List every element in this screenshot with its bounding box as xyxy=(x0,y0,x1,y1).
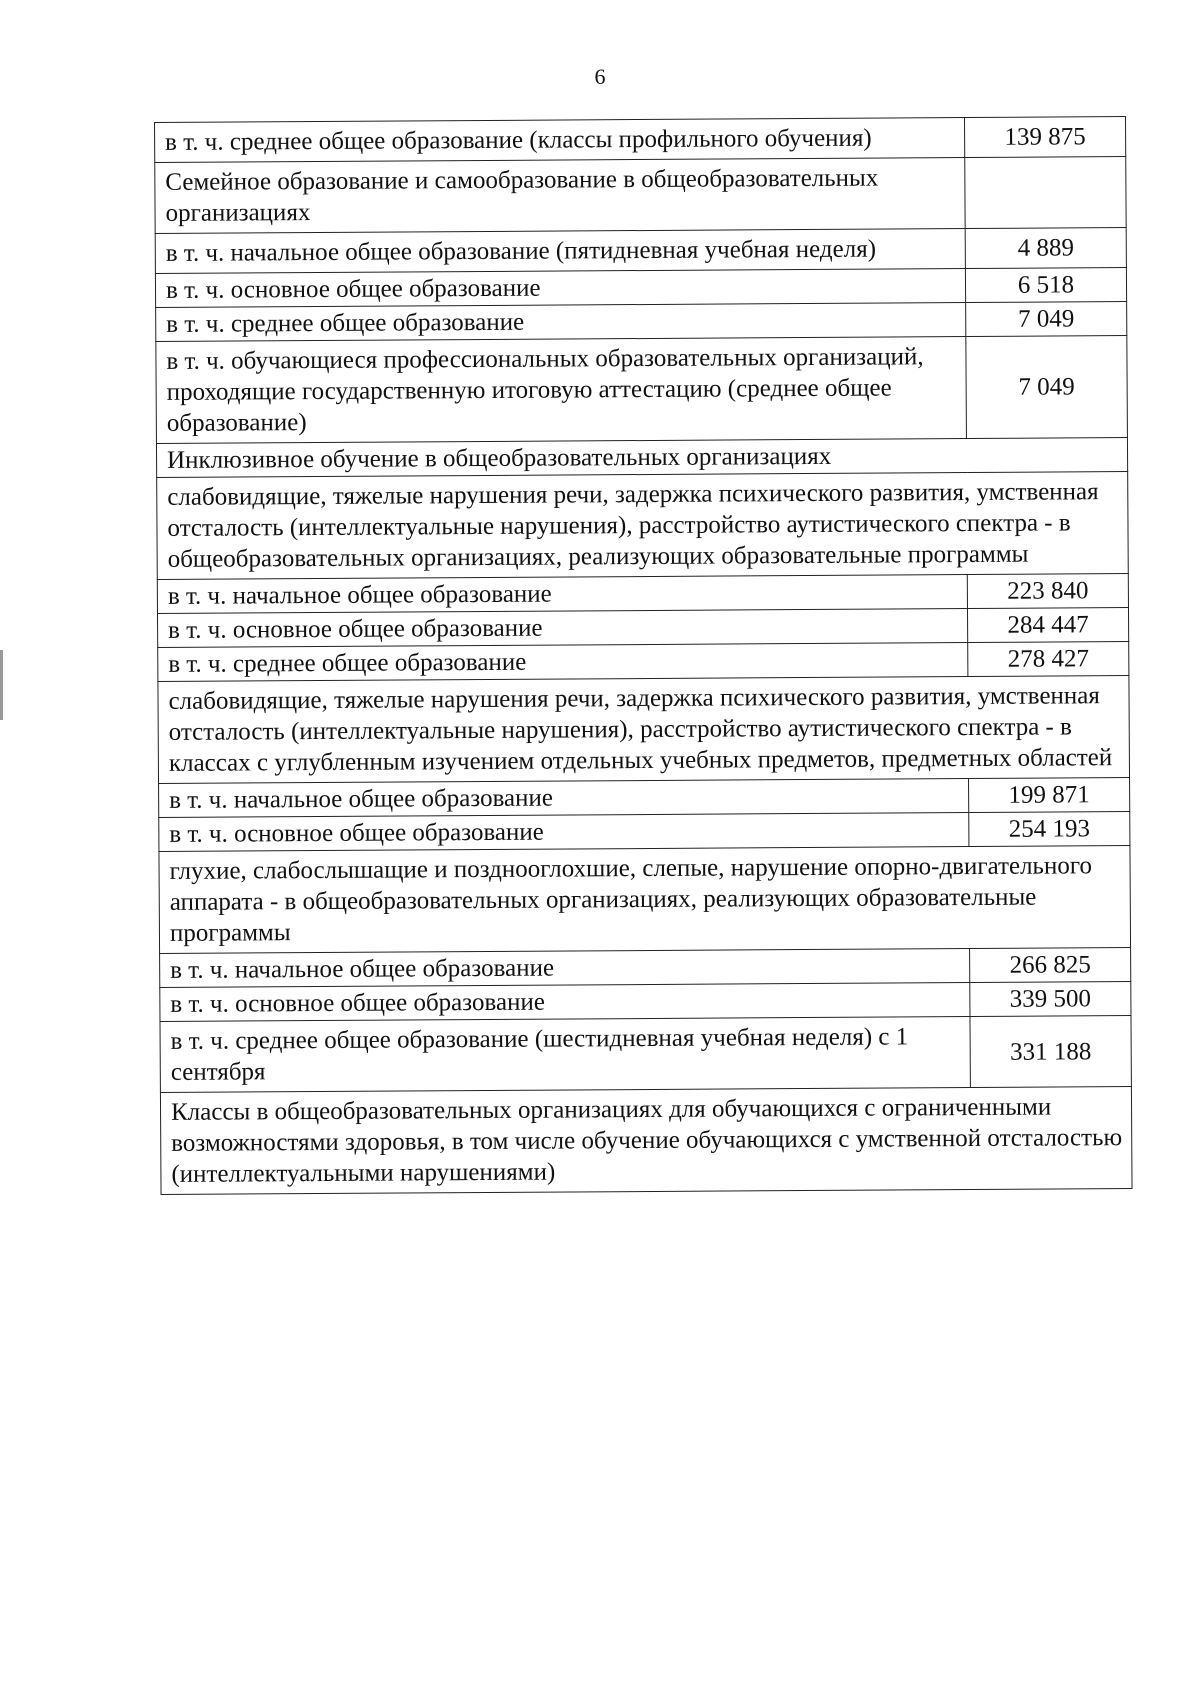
row-label: в т. ч. начальное общее образование (пятидневная учебная неделя) xyxy=(155,229,965,274)
section-header: глухие, слабослышащие и позднооглохшие, слепые, нарушение опорно-двигательного аппарата - в общеобразовательных организациях, реализующих образовательные программы xyxy=(159,846,1131,954)
row-label: в т. ч. начальное общее образование xyxy=(159,779,969,818)
row-label: в т. ч. основное общее образование xyxy=(155,269,965,308)
row-label: в т. ч. основное общее образование xyxy=(159,813,969,852)
row-value xyxy=(965,157,1126,229)
row-label: в т. ч. среднее общее образование (шестидневная учебная неделя) с 1 сентября xyxy=(160,1017,970,1093)
section-header-row xyxy=(159,846,1131,954)
row-label: в т. ч. основное общее образование xyxy=(158,609,968,648)
scan-edge-mark xyxy=(0,650,3,720)
row-label: Семейное образование и самообразование в общеобразовательных организациях xyxy=(155,158,965,234)
row-value: 284 447 xyxy=(967,608,1128,643)
section-header: слабовидящие, тяжелые нарушения речи, задержка психического развития, умственная отсталость (интеллектуальные нарушения), расстройство аутистического спектра - в классах с углубленным изучением отдельных учебных предметов, предметных областей xyxy=(158,676,1130,784)
section-header: слабовидящие, тяжелые нарушения речи, задержка психического развития, умственная отсталость (интеллектуальные нарушения), расстройство аутистического спектра - в общеобразовательных организациях, реализующих образовательные программы xyxy=(157,472,1129,580)
row-value: 339 500 xyxy=(970,982,1131,1017)
table-row xyxy=(160,1016,1131,1093)
table-row xyxy=(155,157,1126,234)
row-value: 4 889 xyxy=(965,228,1126,269)
row-label: в т. ч. обучающиеся профессиональных образовательных организаций, проходящие государственную итоговую аттестацию (среднее общее образование) xyxy=(156,337,967,444)
row-value: 266 825 xyxy=(970,948,1131,983)
table-row xyxy=(155,117,1126,163)
row-label: в т. ч. начальное общее образование xyxy=(157,575,967,614)
row-label: в т. ч. среднее общее образование xyxy=(156,303,966,342)
funding-table xyxy=(154,116,1133,1195)
row-value: 139 875 xyxy=(964,117,1125,158)
row-value: 7 049 xyxy=(966,302,1127,337)
row-label: в т. ч. основное общее образование xyxy=(160,983,970,1022)
row-value: 7 049 xyxy=(966,336,1128,439)
row-label: в т. ч. среднее общее образование xyxy=(158,643,968,682)
section-header: Инклюзивное обучение в общеобразовательных организациях xyxy=(156,438,1127,478)
row-value: 331 188 xyxy=(970,1016,1131,1088)
section-header-row xyxy=(160,1087,1132,1195)
section-header-row xyxy=(157,472,1129,580)
row-label: в т. ч. начальное общее образование xyxy=(160,949,970,988)
row-value: 254 193 xyxy=(969,812,1130,847)
section-header-row xyxy=(158,676,1130,784)
row-value: 6 518 xyxy=(965,268,1126,303)
row-value: 278 427 xyxy=(968,642,1129,677)
page-number: 6 xyxy=(594,64,606,89)
row-value: 199 871 xyxy=(969,778,1130,813)
table-row xyxy=(156,336,1128,444)
row-value: 223 840 xyxy=(967,574,1128,609)
table-row xyxy=(155,228,1126,274)
section-header: Классы в общеобразовательных организациях для обучающихся с ограниченными возможностями здоровья, в том числе обучение обучающихся с умственной отсталостью (интеллектуальными нарушениями) xyxy=(160,1087,1132,1195)
row-label: в т. ч. среднее общее образование (классы профильного обучения) xyxy=(155,118,965,163)
